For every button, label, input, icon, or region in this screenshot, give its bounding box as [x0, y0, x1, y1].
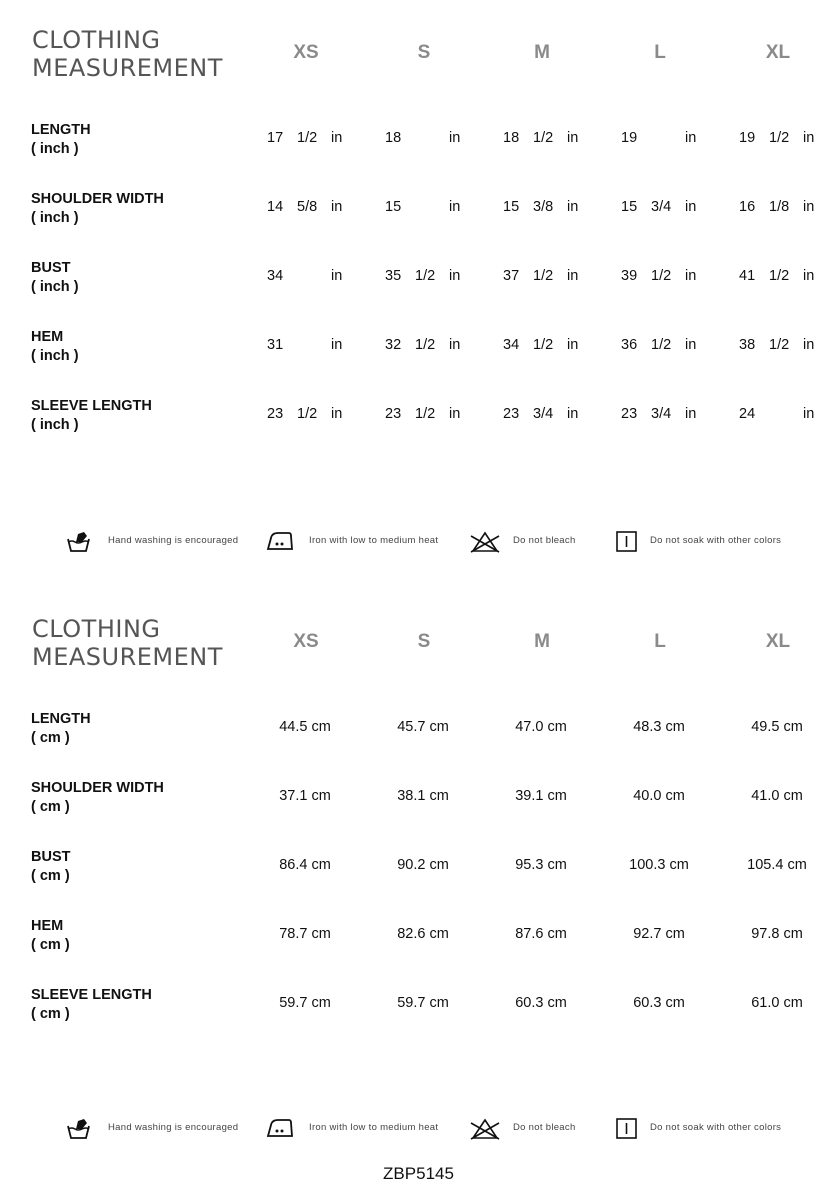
measurement-cell: 78.7 cm: [279, 926, 331, 942]
whole-value: 23: [503, 406, 520, 422]
unit: in: [803, 406, 815, 422]
row-label: [31, 259, 79, 297]
unit: in: [803, 199, 815, 215]
measurement-cell: 100.3 cm: [629, 857, 689, 873]
fraction-value: 3/4: [533, 406, 554, 422]
fraction-value: 1/2: [533, 337, 554, 353]
unit-label: ( cm ): [31, 937, 70, 953]
fraction-value: 1/2: [651, 337, 672, 353]
care-label: Do not soak with other colors: [650, 1122, 782, 1133]
whole-value: 19: [621, 130, 638, 146]
size-header-xl: XL: [765, 631, 791, 652]
fraction-value: 5/8: [297, 199, 318, 215]
title-line-1: CLOTHING: [32, 615, 161, 643]
measurement-name: SHOULDER WIDTH: [31, 191, 164, 207]
fraction-value: 1/2: [415, 268, 436, 284]
measurement-cell: 44.5 cm: [279, 719, 331, 735]
row-label: [31, 710, 91, 748]
unit: in: [331, 199, 343, 215]
size-header-l: L: [654, 631, 666, 652]
care-label: Hand washing is encouraged: [108, 1122, 239, 1133]
fraction-value: 1/2: [533, 130, 554, 146]
measurement-name: LENGTH: [31, 711, 91, 727]
measurement-name: HEM: [31, 329, 64, 345]
product-sku: ZBP5145: [383, 1164, 454, 1183]
whole-value: 34: [503, 337, 520, 353]
measurement-name: SHOULDER WIDTH: [31, 780, 164, 796]
measurement-name: LENGTH: [31, 122, 91, 138]
fraction-value: 1/2: [769, 337, 790, 353]
unit-label: ( inch ): [31, 210, 79, 226]
row-label: [31, 848, 70, 886]
inch-section-title: [32, 26, 223, 82]
unit: in: [449, 130, 461, 146]
whole-value: 31: [267, 337, 284, 353]
whole-value: 35: [385, 268, 402, 284]
care-label: Do not bleach: [513, 1122, 576, 1133]
whole-value: 23: [385, 406, 402, 422]
fraction-value: 1/2: [297, 406, 318, 422]
unit: in: [567, 199, 579, 215]
care-label: Do not soak with other colors: [650, 535, 782, 546]
title-line-2: MEASUREMENT: [32, 54, 223, 82]
measurement-name: BUST: [31, 260, 71, 276]
whole-value: 16: [739, 199, 756, 215]
whole-value: 24: [739, 406, 756, 422]
unit: in: [567, 337, 579, 353]
unit-label: ( cm ): [31, 799, 70, 815]
measurement-cell: 60.3 cm: [633, 995, 685, 1011]
fraction-value: 3/8: [533, 199, 554, 215]
row-label: [31, 190, 164, 228]
unit: in: [449, 337, 461, 353]
measurement-cell: 48.3 cm: [633, 719, 685, 735]
measurement-cell: 45.7 cm: [397, 719, 449, 735]
fraction-value: 1/2: [769, 130, 790, 146]
row-label: [31, 121, 91, 159]
unit-label: ( cm ): [31, 1006, 70, 1022]
fraction-value: 3/4: [651, 199, 672, 215]
unit: in: [449, 268, 461, 284]
care-label: Iron with low to medium heat: [309, 535, 439, 546]
unit-label: ( inch ): [31, 279, 79, 295]
measurement-name: SLEEVE LENGTH: [31, 398, 152, 414]
unit: in: [567, 406, 579, 422]
row-label: [31, 917, 70, 955]
unit: in: [685, 130, 697, 146]
unit: in: [567, 130, 579, 146]
measurement-cell: 60.3 cm: [515, 995, 567, 1011]
whole-value: 19: [739, 130, 756, 146]
measurement-cell: 37.1 cm: [279, 788, 331, 804]
unit: in: [685, 199, 697, 215]
unit: in: [331, 337, 343, 353]
unit-label: ( inch ): [31, 348, 79, 364]
size-header-xs: XS: [293, 42, 319, 63]
fraction-value: 3/4: [651, 406, 672, 422]
fraction-value: 1/2: [415, 337, 436, 353]
unit: in: [331, 406, 343, 422]
unit-label: ( inch ): [31, 141, 79, 157]
fraction-value: 1/8: [769, 199, 790, 215]
unit-label: ( inch ): [31, 417, 79, 433]
care-label: Hand washing is encouraged: [108, 535, 239, 546]
whole-value: 15: [385, 199, 402, 215]
measurement-cell: 82.6 cm: [397, 926, 449, 942]
measurement-name: BUST: [31, 849, 71, 865]
measurement-cell: 41.0 cm: [751, 788, 803, 804]
measurement-name: SLEEVE LENGTH: [31, 987, 152, 1003]
row-label: [31, 397, 152, 435]
size-header-m: M: [534, 631, 550, 652]
measurement-cell: 40.0 cm: [633, 788, 685, 804]
title-line-1: CLOTHING: [32, 26, 161, 54]
measurement-cell: 59.7 cm: [397, 995, 449, 1011]
care-instructions: [0, 526, 837, 560]
whole-value: 23: [267, 406, 284, 422]
fraction-value: 1/2: [769, 268, 790, 284]
measurement-cell: 95.3 cm: [515, 857, 567, 873]
whole-value: 17: [267, 130, 284, 146]
unit: in: [567, 268, 579, 284]
whole-value: 32: [385, 337, 402, 353]
size-header-m: M: [534, 42, 550, 63]
measurement-cell: 90.2 cm: [397, 857, 449, 873]
fraction-value: 1/2: [297, 130, 318, 146]
measurement-cell: 92.7 cm: [633, 926, 685, 942]
unit: in: [685, 268, 697, 284]
whole-value: 18: [385, 130, 402, 146]
size-header-s: S: [417, 631, 431, 652]
size-header-xs: XS: [293, 631, 319, 652]
size-header-l: L: [654, 42, 666, 63]
unit-label: ( cm ): [31, 730, 70, 746]
unit: in: [449, 406, 461, 422]
unit: in: [803, 130, 815, 146]
whole-value: 36: [621, 337, 638, 353]
measurement-cell: 86.4 cm: [279, 857, 331, 873]
care-label: Iron with low to medium heat: [309, 1122, 439, 1133]
unit: in: [685, 337, 697, 353]
unit-label: ( cm ): [31, 868, 70, 884]
title-line-2: MEASUREMENT: [32, 643, 223, 671]
whole-value: 34: [267, 268, 284, 284]
row-label: [31, 986, 152, 1024]
whole-value: 37: [503, 268, 520, 284]
fraction-value: 1/2: [533, 268, 554, 284]
fraction-value: 1/2: [415, 406, 436, 422]
cm-section-title: [32, 615, 223, 671]
unit: in: [331, 130, 343, 146]
measurement-cell: 47.0 cm: [515, 719, 567, 735]
measurement-cell: 61.0 cm: [751, 995, 803, 1011]
whole-value: 39: [621, 268, 638, 284]
fraction-value: 1/2: [651, 268, 672, 284]
whole-value: 14: [267, 199, 284, 215]
size-header-xl: XL: [765, 42, 791, 63]
care-label: Do not bleach: [513, 535, 576, 546]
unit: in: [803, 337, 815, 353]
measurement-cell: 105.4 cm: [747, 857, 807, 873]
unit: in: [331, 268, 343, 284]
unit: in: [803, 268, 815, 284]
measurement-cell: 39.1 cm: [515, 788, 567, 804]
size-header-s: S: [417, 42, 431, 63]
measurement-cell: 38.1 cm: [397, 788, 449, 804]
row-label: [31, 328, 79, 366]
care-instructions: [0, 1113, 837, 1147]
whole-value: 38: [739, 337, 756, 353]
whole-value: 18: [503, 130, 520, 146]
measurement-name: HEM: [31, 918, 64, 934]
measurement-cell: 87.6 cm: [515, 926, 567, 942]
inch-measurement-section: [0, 0, 837, 560]
whole-value: 23: [621, 406, 638, 422]
whole-value: 15: [621, 199, 638, 215]
whole-value: 41: [739, 268, 756, 284]
unit: in: [685, 406, 697, 422]
row-label: [31, 779, 164, 817]
cm-measurement-section: [0, 589, 837, 1059]
measurement-cell: 49.5 cm: [751, 719, 803, 735]
whole-value: 15: [503, 199, 520, 215]
unit: in: [449, 199, 461, 215]
measurement-cell: 97.8 cm: [751, 926, 803, 942]
measurement-cell: 59.7 cm: [279, 995, 331, 1011]
